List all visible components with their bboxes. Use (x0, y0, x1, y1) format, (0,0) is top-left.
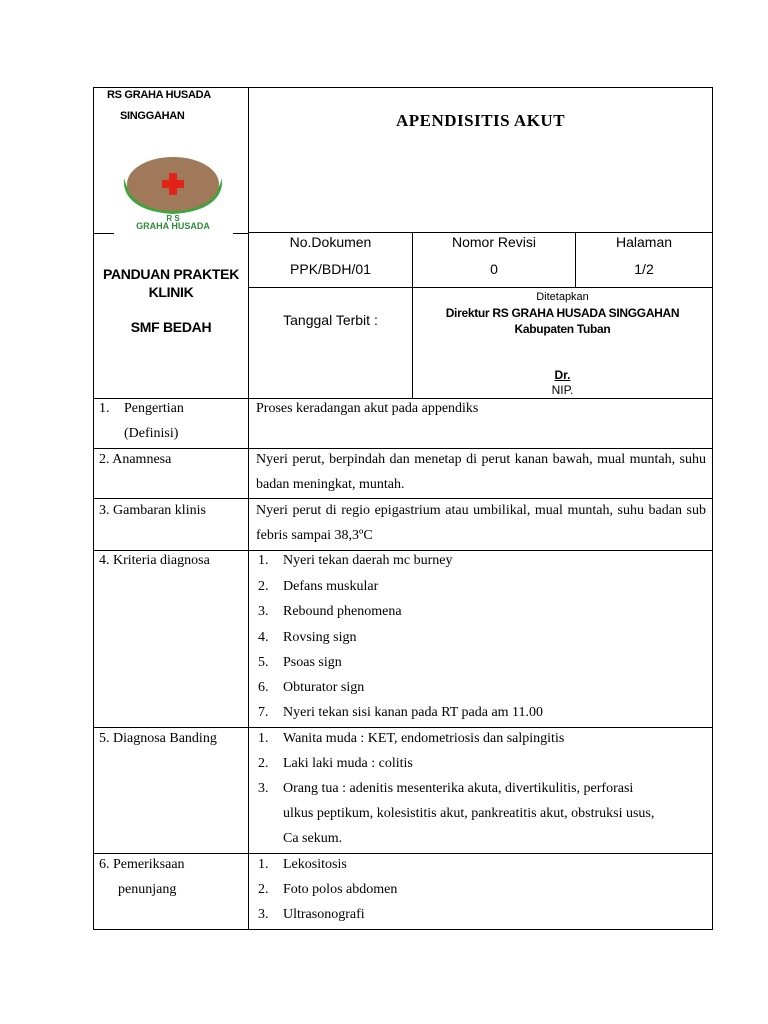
list-number: 3. (258, 781, 269, 796)
kriteria-item: Obturator sign (283, 680, 365, 695)
banding-item-cont: Ca sekum. (283, 831, 343, 846)
row2-label: 2. Anamnesa (99, 452, 172, 467)
row6-label-line1: 6. Pemeriksaan (99, 857, 185, 872)
list-number: 5. (258, 655, 269, 670)
direktur-line2: Kabupaten Tuban (514, 322, 611, 336)
banding-item: Orang tua : adenitis mesenterika akuta, divertikulitis, perforasi (283, 781, 634, 796)
row3-text: Nyeri perut di regio epigastrium atau umbilikal, mual muntah, suhu badan sub febris sampai 38,3ºC (256, 503, 706, 543)
kriteria-item: Nyeri tekan daerah mc burney (283, 553, 453, 568)
list-number: 2. (258, 882, 269, 897)
document-title: APENDISITIS AKUT (395, 111, 566, 130)
ditetapkan-label: Ditetapkan (536, 291, 589, 303)
halaman-label: Halaman (615, 234, 673, 250)
penunjang-item: Lekositosis (283, 857, 347, 872)
nomor-revisi-value: 0 (490, 261, 498, 277)
row4-label: 4. Kriteria diagnosa (99, 553, 210, 568)
banding-item: Laki laki muda : colitis (283, 756, 413, 771)
penunjang-item: Foto polos abdomen (283, 882, 398, 897)
list-number: 3. (258, 604, 269, 619)
logo-text-line2: GRAHA HUSADA (136, 221, 210, 231)
direktur-line1: Direktur RS GRAHA HUSADA SINGGAHAN (445, 306, 680, 320)
row1-text: Proses keradangan akut pada appendiks (256, 401, 479, 416)
row1-label-line1: Pengertian (124, 401, 184, 416)
kriteria-item: Defans muskular (283, 579, 379, 594)
row1-number: 1. (99, 401, 110, 416)
row2-text: Nyeri perut, berpindah dan menetap di perut kanan bawah, mual muntah, suhu badan meningkat, muntah. (256, 452, 706, 492)
no-dokumen-label: No.Dokumen (289, 234, 372, 250)
kriteria-item: Rebound phenomena (283, 604, 402, 619)
hospital-logo (118, 150, 228, 234)
nip-label: NIP. (551, 383, 574, 397)
list-number: 1. (258, 731, 269, 746)
list-number: 2. (258, 579, 269, 594)
banding-item: Wanita muda : KET, endometriosis dan salpingitis (283, 731, 565, 746)
tanggal-terbit-label: Tanggal Terbit : (283, 312, 378, 328)
row1-label-line2: (Definisi) (124, 426, 179, 441)
nomor-revisi-label: Nomor Revisi (451, 234, 536, 250)
list-number: 3. (258, 907, 269, 922)
list-number: 6. (258, 680, 269, 695)
list-number: 1. (258, 553, 269, 568)
list-number: 4. (258, 630, 269, 645)
panduan-title: PANDUAN PRAKTEK KLINIK (102, 266, 240, 300)
dr-signature: Dr. (554, 368, 571, 382)
list-number: 1. (258, 857, 269, 872)
kriteria-item: Psoas sign (283, 655, 342, 670)
row6-label-line2: penunjang (118, 882, 177, 897)
smf-title: SMF BEDAH (130, 319, 212, 335)
row5-label: 5. Diagnosa Banding (99, 731, 217, 746)
hospital-name-line1: RS GRAHA HUSADA (107, 89, 211, 101)
kriteria-item: Nyeri tekan sisi kanan pada RT pada am 11.00 (283, 705, 544, 720)
logo-text-line1: R S (166, 214, 180, 223)
no-dokumen-value: PPK/BDH/01 (290, 261, 371, 277)
hospital-name-line2: SINGGAHAN (120, 110, 185, 122)
list-number: 7. (258, 705, 269, 720)
kriteria-item: Rovsing sign (283, 630, 357, 645)
halaman-value: 1/2 (634, 261, 654, 277)
list-number: 2. (258, 756, 269, 771)
banding-item-cont: ulkus peptikum, kolesistitis akut, pankreatitis akut, obstruksi usus, (283, 806, 655, 821)
row3-label: 3. Gambaran klinis (99, 503, 206, 518)
penunjang-item: Ultrasonografi (283, 907, 365, 922)
